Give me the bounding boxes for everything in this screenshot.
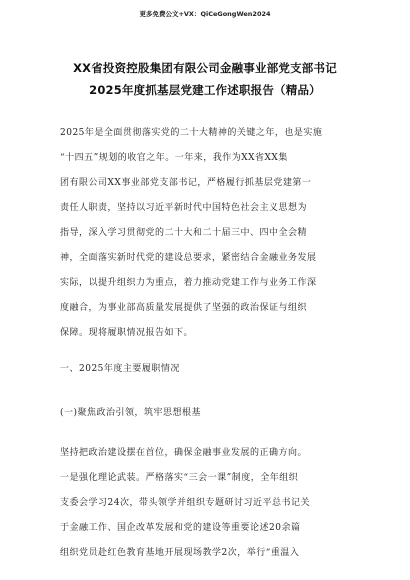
- title-line-1: XX省投资控股集团有限公司金融事业部党支部书记: [73, 61, 337, 75]
- intro-line: 责任人职责，坚持以习近平新时代中国特色社会主义思想为: [60, 203, 308, 213]
- section-heading: 一、2025年度主要履职情况: [60, 364, 180, 374]
- intro-line: 团有限公司XX事业部党支部书记，严格履行抓基层党建第一: [60, 178, 312, 188]
- intro-line: 实际，以提升组织力为重点，着力推动党建工作与业务工作深: [60, 278, 317, 288]
- intro-line: “十四五”规划的收官之年。一年来，我作为XX省XX集: [60, 153, 288, 163]
- title-line-2: 2025年度抓基层党建工作述职报告（精品）: [89, 83, 321, 97]
- header-note: 更多免费公文+VX：QiCeGongWen2024: [139, 10, 271, 18]
- intro-line: 神，全面落实新时代党的建设总要求，紧密结合金融业务发展: [60, 253, 317, 263]
- intro-line: 指导，深入学习贯彻党的二十大和二十届三中、四中全会精: [60, 228, 308, 238]
- body-line: 组织党员赴红色教育基地开展现场教学2次，举行“重温入: [60, 548, 300, 558]
- body-line: 坚持把政治建设摆在首位，确保金融事业发展的正确方向。: [60, 448, 308, 458]
- body-line: 一是强化理论武装。严格落实“三会一课”制度，全年组织: [60, 473, 299, 483]
- intro-line: 2025年是全面贯彻落实党的二十大精神的关键之年，也是实施: [60, 128, 323, 138]
- body-line: 于金融工作、国企改革发展和党的建设等重要论述20余篇: [60, 523, 301, 533]
- subsection-heading: (一)聚焦政治引领，筑牢思想根基: [60, 408, 202, 418]
- intro-line: 保障。现将履职情况报告如下。: [60, 328, 194, 338]
- body-line: 支委会学习24次，带头领学并组织专题研讨习近平总书记关: [60, 498, 310, 508]
- intro-line: 度融合，为事业部高质量发展提供了坚强的政治保证与组织: [60, 303, 308, 313]
